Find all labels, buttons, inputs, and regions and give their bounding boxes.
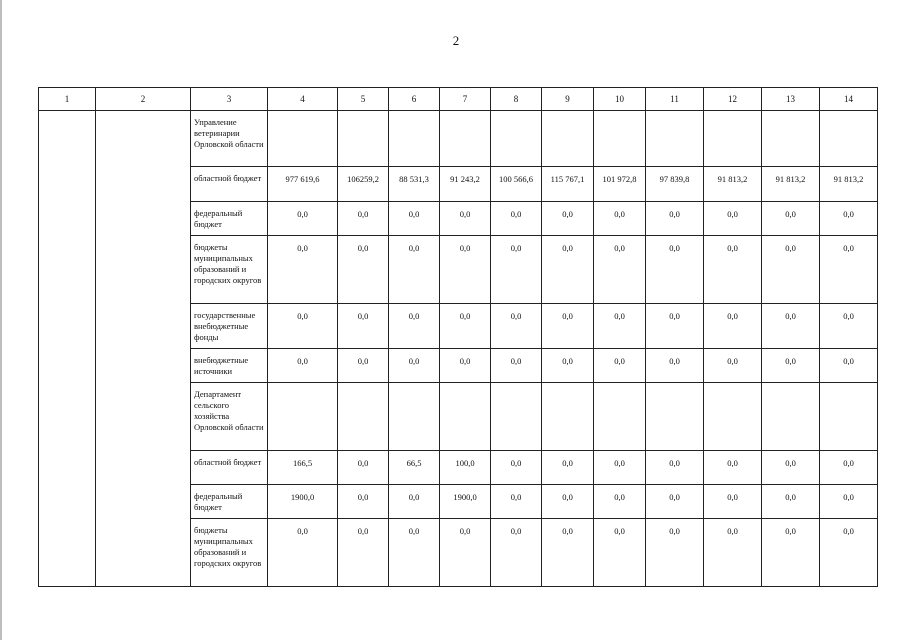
value-cell: 0,0 xyxy=(268,304,338,349)
value-cell: 0,0 xyxy=(338,451,389,485)
value-cell: 0,0 xyxy=(820,349,878,383)
row-label: государственные внебюджетные фонды xyxy=(191,304,268,349)
value-cell xyxy=(762,111,820,167)
value-cell: 0,0 xyxy=(820,519,878,587)
value-cell xyxy=(268,383,338,451)
value-cell: 0,0 xyxy=(338,236,389,304)
value-cell: 0,0 xyxy=(594,349,646,383)
value-cell: 100 566,6 xyxy=(491,167,542,202)
value-cell: 0,0 xyxy=(594,451,646,485)
value-cell: 0,0 xyxy=(440,202,491,236)
header-cell: 2 xyxy=(96,88,191,111)
header-cell: 12 xyxy=(704,88,762,111)
row-label: бюджеты муниципальных образований и городских округов xyxy=(191,236,268,304)
value-cell: 0,0 xyxy=(704,485,762,519)
value-cell: 0,0 xyxy=(820,304,878,349)
value-cell xyxy=(594,111,646,167)
value-cell: 0,0 xyxy=(268,349,338,383)
value-cell: 0,0 xyxy=(268,202,338,236)
value-cell: 1900,0 xyxy=(268,485,338,519)
scan-edge xyxy=(0,0,2,640)
value-cell: 0,0 xyxy=(762,451,820,485)
value-cell xyxy=(820,111,878,167)
value-cell: 0,0 xyxy=(594,236,646,304)
value-cell: 91 813,2 xyxy=(820,167,878,202)
value-cell: 0,0 xyxy=(542,519,594,587)
value-cell: 1900,0 xyxy=(440,485,491,519)
value-cell: 91 243,2 xyxy=(440,167,491,202)
value-cell: 0,0 xyxy=(646,485,704,519)
value-cell: 0,0 xyxy=(542,304,594,349)
value-cell: 0,0 xyxy=(646,451,704,485)
value-cell: 0,0 xyxy=(491,485,542,519)
value-cell xyxy=(704,383,762,451)
value-cell: 101 972,8 xyxy=(594,167,646,202)
row-label: федеральный бюджет xyxy=(191,202,268,236)
page-number: 2 xyxy=(452,33,460,48)
value-cell: 0,0 xyxy=(440,349,491,383)
value-cell xyxy=(389,383,440,451)
header-cell: 1 xyxy=(39,88,96,111)
table-row xyxy=(39,111,878,167)
value-cell xyxy=(646,383,704,451)
value-cell: 0,0 xyxy=(594,485,646,519)
value-cell: 0,0 xyxy=(338,202,389,236)
value-cell: 0,0 xyxy=(594,304,646,349)
value-cell: 0,0 xyxy=(542,236,594,304)
value-cell: 0,0 xyxy=(762,236,820,304)
header-cell: 10 xyxy=(594,88,646,111)
value-cell: 0,0 xyxy=(389,236,440,304)
value-cell xyxy=(704,111,762,167)
value-cell: 115 767,1 xyxy=(542,167,594,202)
value-cell: 166,5 xyxy=(268,451,338,485)
value-cell: 0,0 xyxy=(491,519,542,587)
header-row xyxy=(39,88,878,111)
value-cell xyxy=(491,383,542,451)
value-cell: 0,0 xyxy=(338,304,389,349)
table-body xyxy=(39,88,878,587)
value-cell: 0,0 xyxy=(440,236,491,304)
value-cell: 0,0 xyxy=(542,202,594,236)
header-cell: 4 xyxy=(268,88,338,111)
header-cell: 8 xyxy=(491,88,542,111)
value-cell xyxy=(338,111,389,167)
row-label: федеральный бюджет xyxy=(191,485,268,519)
value-cell: 91 813,2 xyxy=(762,167,820,202)
header-cell: 9 xyxy=(542,88,594,111)
value-cell: 0,0 xyxy=(704,349,762,383)
row-label: Департамент сельского хозяйства Орловской области xyxy=(191,383,268,451)
col2-merged-cell xyxy=(96,111,191,587)
header-cell: 11 xyxy=(646,88,704,111)
value-cell: 0,0 xyxy=(338,519,389,587)
value-cell: 91 813,2 xyxy=(704,167,762,202)
header-cell: 13 xyxy=(762,88,820,111)
value-cell: 0,0 xyxy=(594,519,646,587)
value-cell xyxy=(762,383,820,451)
row-label: областной бюджет xyxy=(191,451,268,485)
value-cell: 0,0 xyxy=(704,519,762,587)
value-cell: 0,0 xyxy=(820,451,878,485)
value-cell: 0,0 xyxy=(338,349,389,383)
value-cell xyxy=(646,111,704,167)
value-cell: 0,0 xyxy=(704,304,762,349)
value-cell: 0,0 xyxy=(268,236,338,304)
value-cell xyxy=(389,111,440,167)
value-cell: 66,5 xyxy=(389,451,440,485)
row-label: бюджеты муниципальных образований и городских округов xyxy=(191,519,268,587)
value-cell: 0,0 xyxy=(440,519,491,587)
value-cell: 88 531,3 xyxy=(389,167,440,202)
value-cell: 977 619,6 xyxy=(268,167,338,202)
value-cell: 0,0 xyxy=(491,349,542,383)
value-cell: 0,0 xyxy=(389,202,440,236)
value-cell: 0,0 xyxy=(646,349,704,383)
budget-table xyxy=(38,87,878,587)
value-cell xyxy=(542,383,594,451)
value-cell: 0,0 xyxy=(268,519,338,587)
value-cell: 0,0 xyxy=(646,304,704,349)
value-cell xyxy=(542,111,594,167)
value-cell: 0,0 xyxy=(704,202,762,236)
value-cell: 0,0 xyxy=(646,202,704,236)
value-cell: 0,0 xyxy=(542,349,594,383)
value-cell: 0,0 xyxy=(762,202,820,236)
value-cell xyxy=(440,383,491,451)
value-cell: 0,0 xyxy=(389,519,440,587)
value-cell: 0,0 xyxy=(762,349,820,383)
value-cell: 0,0 xyxy=(542,451,594,485)
header-cell: 6 xyxy=(389,88,440,111)
value-cell xyxy=(491,111,542,167)
value-cell: 0,0 xyxy=(594,202,646,236)
value-cell: 0,0 xyxy=(389,304,440,349)
value-cell xyxy=(338,383,389,451)
value-cell: 106259,2 xyxy=(338,167,389,202)
value-cell: 100,0 xyxy=(440,451,491,485)
value-cell: 0,0 xyxy=(820,236,878,304)
value-cell: 0,0 xyxy=(820,202,878,236)
value-cell xyxy=(820,383,878,451)
header-cell: 7 xyxy=(440,88,491,111)
value-cell: 0,0 xyxy=(820,485,878,519)
value-cell: 97 839,8 xyxy=(646,167,704,202)
value-cell: 0,0 xyxy=(338,485,389,519)
value-cell: 0,0 xyxy=(762,519,820,587)
value-cell: 0,0 xyxy=(704,451,762,485)
value-cell: 0,0 xyxy=(704,236,762,304)
value-cell: 0,0 xyxy=(542,485,594,519)
row-label: внебюджетные источники xyxy=(191,349,268,383)
value-cell: 0,0 xyxy=(389,485,440,519)
row-label: областной бюджет xyxy=(191,167,268,202)
value-cell: 0,0 xyxy=(389,349,440,383)
value-cell xyxy=(268,111,338,167)
value-cell: 0,0 xyxy=(646,236,704,304)
value-cell: 0,0 xyxy=(762,304,820,349)
value-cell: 0,0 xyxy=(440,304,491,349)
col1-merged-cell xyxy=(39,111,96,587)
value-cell: 0,0 xyxy=(491,236,542,304)
row-label: Управление ветеринарии Орловской области xyxy=(191,111,268,167)
value-cell xyxy=(594,383,646,451)
value-cell xyxy=(440,111,491,167)
value-cell: 0,0 xyxy=(646,519,704,587)
value-cell: 0,0 xyxy=(762,485,820,519)
value-cell: 0,0 xyxy=(491,451,542,485)
header-cell: 14 xyxy=(820,88,878,111)
value-cell: 0,0 xyxy=(491,304,542,349)
header-cell: 3 xyxy=(191,88,268,111)
value-cell: 0,0 xyxy=(491,202,542,236)
header-cell: 5 xyxy=(338,88,389,111)
